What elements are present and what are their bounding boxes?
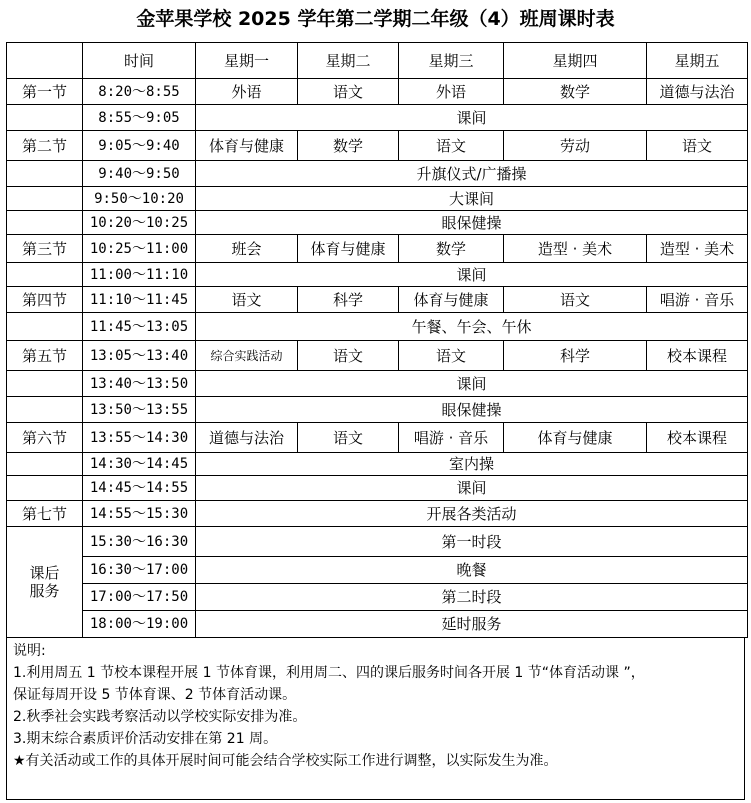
- subject-cell: 科学: [504, 341, 647, 371]
- header-time: 时间: [83, 43, 196, 79]
- table-row: [7, 211, 748, 235]
- note-line: 保证每周开设 5 节体育课、2 节体育活动课。: [13, 687, 297, 703]
- header-friday: 星期五: [647, 43, 748, 79]
- break-cell: 大课间: [196, 187, 748, 211]
- time-cell: 9:05～9:40: [83, 131, 196, 161]
- time-cell: 14:55～15:30: [83, 501, 196, 527]
- break-cell: 室内操: [196, 453, 748, 476]
- time-cell: 16:30～17:00: [83, 557, 196, 584]
- break-cell: 课间: [196, 476, 748, 501]
- table-row: [7, 501, 748, 527]
- subject-cell: 语文: [196, 287, 298, 313]
- subject-cell: 综合实践活动: [196, 341, 298, 371]
- page-title: 金苹果学校 2025 学年第二学期二年级（4）班周课时表: [136, 8, 615, 30]
- break-cell: 课间: [196, 371, 748, 397]
- table-row: [7, 611, 748, 638]
- time-cell: 10:25～11:00: [83, 235, 196, 263]
- time-cell: 15:30～16:30: [83, 527, 196, 557]
- table-row: [7, 397, 748, 423]
- subject-cell: 体育与健康: [196, 131, 298, 161]
- period-label: 第三节: [7, 235, 83, 263]
- subject-cell: 体育与健康: [399, 287, 504, 313]
- period-label: [7, 187, 83, 211]
- subject-cell: 数学: [298, 131, 399, 161]
- subject-cell: 外语: [196, 79, 298, 105]
- table-row: [7, 287, 748, 313]
- table-row: [7, 584, 748, 611]
- subject-cell: 体育与健康: [504, 423, 647, 453]
- period-label: 第二节: [7, 131, 83, 161]
- time-cell: 17:00～17:50: [83, 584, 196, 611]
- table-row: [7, 79, 748, 105]
- subject-cell: 道德与法治: [196, 423, 298, 453]
- period-label: [7, 453, 83, 476]
- table-row: [7, 453, 748, 476]
- time-cell: 13:50～13:55: [83, 397, 196, 423]
- note-line-star: ★有关活动或工作的具体开展时间可能会结合学校实际工作进行调整，以实际发生为准。: [13, 753, 558, 769]
- time-cell: 11:45～13:05: [83, 313, 196, 341]
- subject-cell: 数学: [504, 79, 647, 105]
- break-cell: 课间: [196, 263, 748, 287]
- subject-cell: 语文: [504, 287, 647, 313]
- header-monday: 星期一: [196, 43, 298, 79]
- activity-cell: 开展各类活动: [196, 501, 748, 527]
- subject-cell: 数学: [399, 235, 504, 263]
- subject-cell: 语文: [647, 131, 748, 161]
- table-row: [7, 235, 748, 263]
- time-cell: 9:40～9:50: [83, 161, 196, 187]
- subject-cell: 语文: [298, 341, 399, 371]
- table-row: [7, 557, 748, 584]
- time-cell: 18:00～19:00: [83, 611, 196, 638]
- period-label: [7, 161, 83, 187]
- subject-cell: 语文: [298, 79, 399, 105]
- subject-cell: 体育与健康: [298, 235, 399, 263]
- table-row: [7, 187, 748, 211]
- header-tuesday: 星期二: [298, 43, 399, 79]
- break-cell: 眼保健操: [196, 211, 748, 235]
- after-school-label-line2: 服务: [29, 582, 60, 600]
- after-school-label: [7, 527, 83, 638]
- subject-cell: 唱游 · 音乐: [399, 423, 504, 453]
- time-cell: 11:10～11:45: [83, 287, 196, 313]
- table-row: [7, 105, 748, 131]
- notes-heading: 说明:: [13, 643, 46, 659]
- note-line: 1.利用周五 1 节校本课程开展 1 节体育课，利用周二、四的课后服务时间各开展 1 节“体育活动课 ”，: [13, 665, 645, 681]
- subject-cell: 外语: [399, 79, 504, 105]
- table-row: [7, 131, 748, 161]
- time-cell: 11:00～11:10: [83, 263, 196, 287]
- subject-cell: 校本课程: [647, 423, 748, 453]
- subject-cell: 造型 · 美术: [647, 235, 748, 263]
- subject-cell: 造型 · 美术: [504, 235, 647, 263]
- break-cell: 升旗仪式/广播操: [196, 161, 748, 187]
- notes-section: [6, 637, 745, 800]
- timetable: [6, 42, 748, 638]
- table-row: [7, 423, 748, 453]
- period-label: [7, 476, 83, 501]
- period-label: [7, 105, 83, 131]
- time-cell: 13:40～13:50: [83, 371, 196, 397]
- note-line: 2.秋季社会实践考察活动以学校实际安排为准。: [13, 709, 307, 725]
- service-cell: 延时服务: [196, 611, 748, 638]
- subject-cell: 劳动: [504, 131, 647, 161]
- period-label: [7, 371, 83, 397]
- break-cell: 午餐、午会、午休: [196, 313, 748, 341]
- time-cell: 8:55～9:05: [83, 105, 196, 131]
- subject-cell: 语文: [298, 423, 399, 453]
- header-row: [7, 43, 748, 79]
- table-row: [7, 161, 748, 187]
- table-row: [7, 263, 748, 287]
- time-cell: 10:20～10:25: [83, 211, 196, 235]
- subject-cell: 班会: [196, 235, 298, 263]
- note-line: 3.期末综合素质评价活动安排在第 21 周。: [13, 731, 278, 747]
- subject-cell: 校本课程: [647, 341, 748, 371]
- period-label: 第一节: [7, 79, 83, 105]
- period-label: [7, 263, 83, 287]
- table-row: [7, 313, 748, 341]
- service-cell: 晚餐: [196, 557, 748, 584]
- table-row: [7, 527, 748, 557]
- header-thursday: 星期四: [504, 43, 647, 79]
- time-cell: 13:55～14:30: [83, 423, 196, 453]
- table-row: [7, 476, 748, 501]
- period-label: 第四节: [7, 287, 83, 313]
- break-cell: 眼保健操: [196, 397, 748, 423]
- table-row: [7, 341, 748, 371]
- service-cell: 第二时段: [196, 584, 748, 611]
- period-label: 第六节: [7, 423, 83, 453]
- period-label: 第七节: [7, 501, 83, 527]
- subject-cell: 唱游 · 音乐: [647, 287, 748, 313]
- subject-cell: 语文: [399, 341, 504, 371]
- time-cell: 9:50～10:20: [83, 187, 196, 211]
- time-cell: 14:45～14:55: [83, 476, 196, 501]
- time-cell: 13:05～13:40: [83, 341, 196, 371]
- subject-cell: 科学: [298, 287, 399, 313]
- table-row: [7, 371, 748, 397]
- service-cell: 第一时段: [196, 527, 748, 557]
- period-label: [7, 313, 83, 341]
- period-label: 第五节: [7, 341, 83, 371]
- header-period: [7, 43, 83, 79]
- period-label: [7, 397, 83, 423]
- break-cell: 课间: [196, 105, 748, 131]
- period-label: [7, 211, 83, 235]
- time-cell: 8:20～8:55: [83, 79, 196, 105]
- after-school-label-line1: 课后: [29, 564, 60, 582]
- subject-cell: 道德与法治: [647, 79, 748, 105]
- subject-cell: 语文: [399, 131, 504, 161]
- time-cell: 14:30～14:45: [83, 453, 196, 476]
- header-wednesday: 星期三: [399, 43, 504, 79]
